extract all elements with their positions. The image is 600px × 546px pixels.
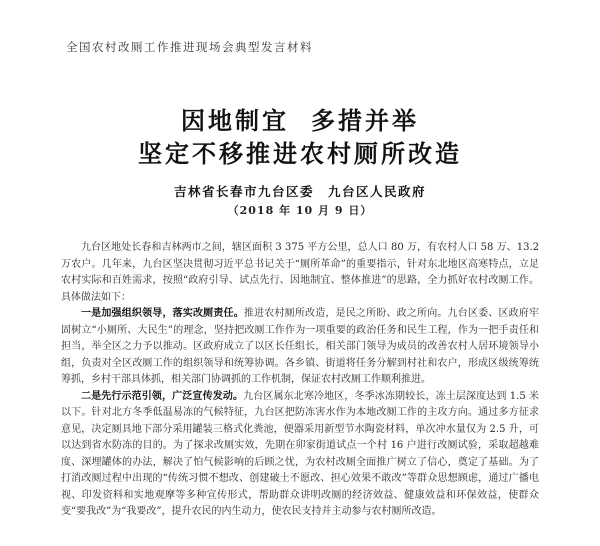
title-line-2: 坚定不移推进农村厕所改造	[138, 139, 462, 168]
paragraph-intro: 九台区地处长春和吉林两市之间，辖区面积 3 375 平方公里，总人口 80 万，有农村人口 58 万、13.2 万农户。几年来，九台区坚决贯彻习近平总书记关于“厕所革命”的重要指示，针对东北地区高寒特点，立足农村实际和百姓需求，按照“政府引导、试点先行、因地制宜、整体推进”的思路，全力抓好农村改厕工作。具体做法如下：	[61, 242, 539, 303]
title-line-1-part-2: 多措并举	[311, 106, 419, 135]
paragraph-leadership	[61, 306, 539, 389]
paragraph-leadership-text: 推进农村厕所改造，是民之所盼、政之所向。九台区委、区政府牢固树立“小厕所、大民生”的理念，坚持把改厕工作作为一项重要的政治任务和民生工程，作为一把手责任和担当，举全区之力予以推动。区政府成立了以区长任组长，相关部门领导为成员的改善农村人居环境领导小组，负责对全区改厕工作的组织领导和统筹协调。各乡镇、街道将任务分解到村社和农户，形成区级统筹统筹抓，乡村干部具体抓，相关部门协调抓的工作机制，保证农村改厕工作顺利推进。	[61, 308, 540, 385]
document-header: 全国农村改厕工作推进现场会典型发言材料	[66, 40, 313, 54]
title-line-1-part-1: 因地制宜	[181, 106, 289, 135]
paragraph-demonstration-text: 九台区属东北寒冷地区，冬季冰冻期较长，冻土层深度达到 1.5 米以下。针对北方冬季低温易冻的气候特征，九台区把防冻害水作为本地改厕工作的主攻方向。通过多方征求意见，决定厕具地下部分采用罐装三格式化粪池，便器采用新型节水陶瓷材料，单次冲水量仅为 2.5 升，可以达到省水防冻的目的。为了探求改厕实效，先期在卯家街道试点一个村 16 户进行改厕试验，采取超越难度、深埋罐体的办法，解决了怕气候影响的后顾之忧，为农村改厕全面推广树立了信心，奠定了基础。为了打消改厕过程中出现的“传统习惯不想改、创建破土不愿改、担心效果不敢改”等群众思想顾虑，通过广播电视、印发资料和实地观摩等多种宣传形式，帮助群众讲明改厕的经济效益、健康效益和环保效益，使群众变“要我改”为“我要改”，提升农民的内生动力，使农民支持并主动参与农村厕所改造。	[61, 390, 540, 517]
paragraph-demonstration	[61, 389, 539, 521]
document-body	[61, 240, 539, 521]
title-line-1	[0, 101, 600, 136]
paragraph-leadership-heading: 一是加强组织领导，落实改厕责任。	[81, 308, 244, 319]
author-committee: 吉林省长春市九台区委	[173, 184, 314, 199]
author-government: 九台区人民政府	[328, 184, 427, 199]
author-line	[0, 182, 600, 200]
speech-date: （2018 年 10 月 9 日）	[227, 204, 373, 217]
paragraph-demonstration-heading: 二是先行示范引领，广泛宣传发动。	[81, 390, 244, 402]
